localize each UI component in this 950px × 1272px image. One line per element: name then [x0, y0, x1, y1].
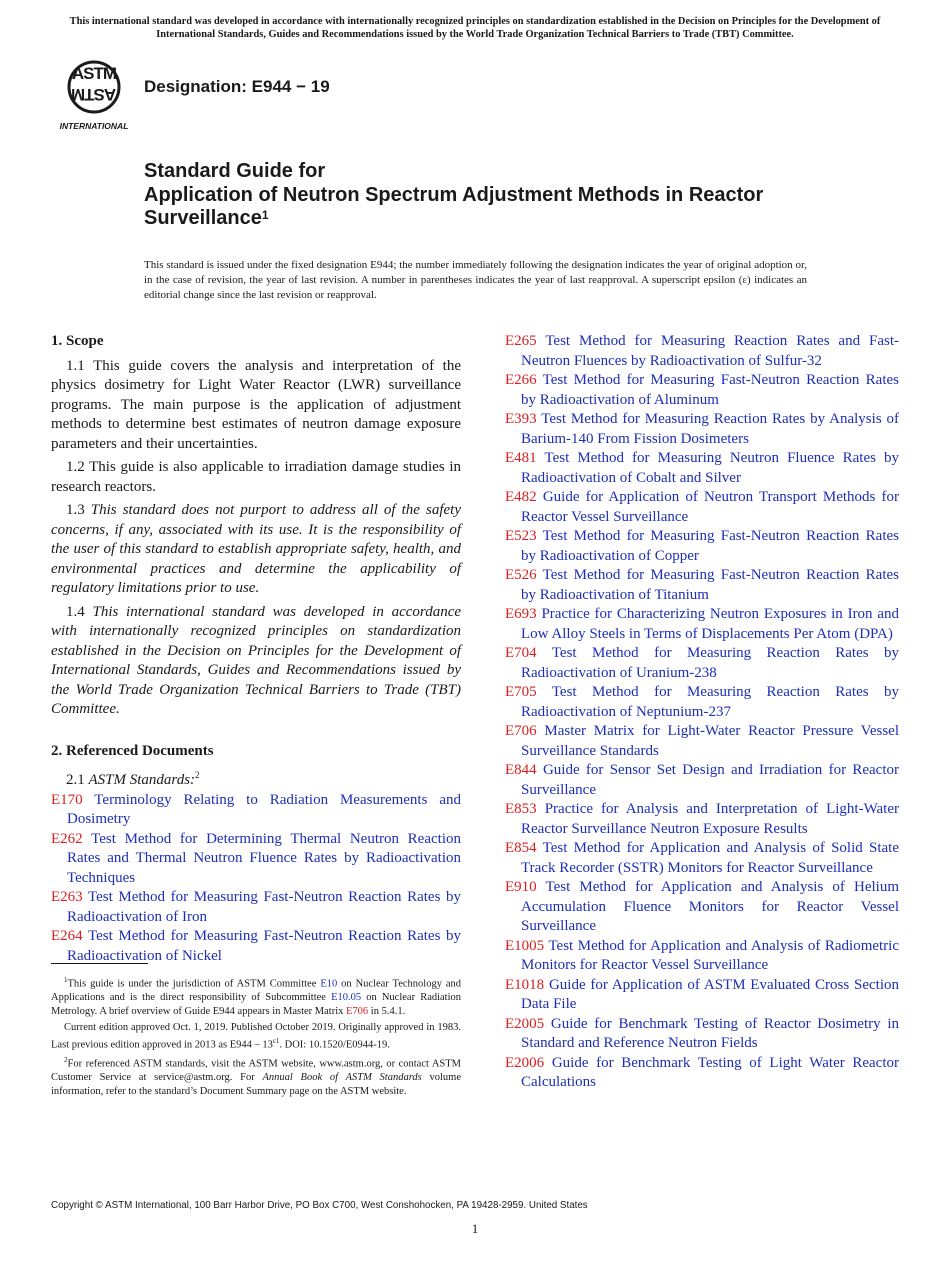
scope-para-2: [51, 458, 461, 497]
reference-item: [505, 1054, 899, 1093]
reference-code-link[interactable]: E704: [505, 645, 537, 661]
scope-para-1: [51, 357, 461, 455]
reference-item: [51, 888, 461, 927]
reference-code-link[interactable]: E266: [505, 372, 537, 388]
document-title: [144, 160, 844, 231]
title-footnote-mark: 1: [261, 208, 269, 222]
right-column: [505, 332, 899, 1093]
reference-title-link[interactable]: Test Method for Measuring Fast-Neutron Reaction Rates by Radioactivation of Titanium: [521, 567, 900, 603]
para-number: 1.3: [66, 502, 85, 518]
reference-item: [505, 1015, 899, 1054]
reference-code-link[interactable]: E854: [505, 840, 537, 856]
reference-code-link[interactable]: E264: [51, 928, 83, 944]
reference-title-link[interactable]: Guide for Application of ASTM Evaluated Cross Section Data File: [521, 976, 899, 1012]
logo-text-mirror: ASTM: [71, 85, 117, 104]
reference-code-link[interactable]: E262: [51, 830, 83, 847]
reference-code-link[interactable]: E2006: [505, 1054, 545, 1071]
reference-item: [505, 761, 899, 800]
sub-number: 2.1: [66, 772, 85, 788]
scope-heading: 1. Scope: [51, 333, 104, 349]
reference-title-link[interactable]: Master Matrix for Light-Water Reactor Pressure Vessel Surveillance Standards: [521, 723, 899, 759]
footnote-divider: [51, 963, 148, 964]
reference-item: [505, 527, 899, 566]
refs-subheading: [66, 766, 461, 791]
reference-title-link[interactable]: Test Method for Measuring Fast-Neutron Reaction Rates by Radioactivation of Copper: [521, 528, 900, 564]
reference-title-link[interactable]: Test Method for Measuring Reaction Rates by Radioactivation of Neptunium-237: [521, 684, 899, 720]
reference-item: [51, 791, 461, 830]
reference-item: [51, 927, 461, 966]
reference-code-link[interactable]: E693: [505, 606, 537, 622]
reference-item: [505, 722, 899, 761]
para-number: 1.2: [66, 459, 85, 475]
reference-item: [505, 976, 899, 1015]
reference-list-right: [505, 332, 899, 1093]
reference-title-link[interactable]: Test Method for Measuring Reaction Rates and Fast-Neutron Fluences by Radioactivation of Sulfur-32: [521, 333, 899, 369]
reference-code-link[interactable]: E526: [505, 567, 537, 583]
reference-title-link[interactable]: Guide for Benchmark Testing of Reactor Dosimetry in Standard and Reference Neutron Fields: [521, 1015, 899, 1051]
page-number: 1: [471, 1221, 479, 1236]
reference-title-link[interactable]: Guide for Benchmark Testing of Light Water Reactor Calculations: [521, 1054, 900, 1090]
reference-title-link[interactable]: Test Method for Measuring Fast-Neutron Reaction Rates by Radioactivation of Aluminum: [521, 372, 900, 408]
reference-item: [505, 839, 899, 878]
footnote-1-edition: Current edition approved Oct. 1, 2019. Published October 2019. Originally approved in 1983. Last previous edition approved in 2013 as $E944 - 13^{\varepsilon 1}$. DOI: 10.1520/E0944-19.: [51, 1021, 461, 1051]
astm-logo-icon: [52, 57, 136, 133]
scope-para-4: [51, 603, 461, 720]
reference-code-link[interactable]: E705: [505, 684, 537, 700]
reference-title-link[interactable]: Test Method for Application and Analysis of Radiometric Monitors for Reactor Vessel Surveillance: [521, 937, 900, 973]
reference-item: [505, 332, 899, 371]
para-body: This international standard was developed in accordance with internationally recognized principles on standardization established in the Decision on Principles for the Development of International Standards, Guides and Recommendations issued by the World Trade Organization Technical Barriers to Trade (TBT) Committee.: [51, 603, 462, 717]
reference-code-link[interactable]: E1005: [505, 937, 545, 954]
issued-note: This standard is issued under the fixed designation E944; the number immediately following the designation indicates the year of original adoption or, in the case of revision, the year of last revision. A number in parentheses indicates the year of last reapproval. A superscript epsilon (ε) indicates an editorial change since the last revision or reapproval.: [144, 259, 807, 301]
reference-code-link[interactable]: E1018: [505, 976, 545, 993]
link-e706[interactable]: E706: [346, 1006, 369, 1018]
footnote-2: $^2$For referenced ASTM standards, visit the ASTM website, www.astm.org, or contact ASTM Customer Service at service@astm.org. For Annual Book of ASTM Standards volume information, refer to the standard’s Document Summary page on the ASTM website.: [51, 1055, 462, 1098]
link-e10[interactable]: E10: [320, 978, 338, 990]
para-body: This guide is also applicable to irradiation damage studies in research reactors.: [51, 459, 461, 495]
reference-item: [505, 878, 899, 937]
footnotes: [51, 974, 461, 1101]
reference-code-link[interactable]: E170: [51, 791, 83, 808]
astm-logo: [52, 57, 136, 133]
reference-code-link[interactable]: E263: [51, 889, 83, 905]
para-body: This guide covers the analysis and interpretation of the physics dosimetry for Light Water Reactor (LWR) surveillance programs. The main purpose is the application of adjustment methods to determine best estimates of neutron damage exposure parameters and their uncertainties.: [51, 357, 461, 452]
title-main: Application of Neutron Spectrum Adjustment Methods in Reactor Surveillance: [144, 183, 764, 229]
reference-item: [505, 371, 899, 410]
logo-subtext: INTERNATIONAL: [59, 121, 129, 131]
left-column: [51, 332, 461, 966]
reference-item: [505, 566, 899, 605]
reference-title-link[interactable]: Test Method for Application and Analysis of Solid State Track Recorder (SSTR) Monitors for Reactor Surveillance: [521, 840, 900, 876]
sub-label: ASTM Standards:: [88, 772, 196, 788]
reference-code-link[interactable]: E2005: [505, 1015, 545, 1032]
refs-heading: 2. Referenced Documents: [51, 742, 214, 759]
reference-title-link[interactable]: Test Method for Measuring Fast-Neutron Reaction Rates by Radioactivation of Iron: [67, 889, 462, 925]
reference-title-link[interactable]: Guide for Sensor Set Design and Irradiation for Reactor Surveillance: [521, 762, 899, 798]
reference-code-link[interactable]: E523: [505, 528, 537, 544]
footnote-1: $^1$This guide is under the jurisdiction of ASTM Committee E10 on Nuclear Technology and Applications and is the direct responsibility of Subcommittee E10.05 on Nuclear Radiation Metrology. A brief overview of Guide E944 appears in Master Matrix E706 in 5.4.1.: [51, 976, 462, 1018]
reference-title-link[interactable]: Test Method for Measuring Reaction Rates by Analysis of Barium-140 From Fission Dosimeters: [521, 411, 900, 447]
reference-code-link[interactable]: E706: [505, 723, 537, 739]
reference-item: [505, 683, 899, 722]
reference-title-link[interactable]: Practice for Characterizing Neutron Exposures in Iron and Low Alloy Steels in Terms of Displacements Per Atom (DPA): [521, 606, 900, 642]
reference-title-link[interactable]: Test Method for Determining Thermal Neutron Reaction Rates and Thermal Neutron Fluence Rates by Radioactivation Techniques: [67, 830, 461, 886]
reference-title-link[interactable]: Guide for Application of Neutron Transport Methods for Reactor Vessel Surveillance: [521, 489, 900, 525]
reference-title-link[interactable]: Test Method for Measuring Reaction Rates by Radioactivation of Uranium-238: [521, 645, 899, 681]
reference-title-link[interactable]: Test Method for Application and Analysis of Helium Accumulation Fluence Monitors for Reactor Vessel Surveillance: [521, 879, 899, 934]
reference-title-link[interactable]: Test Method for Measuring Neutron Fluence Rates by Radioactivation of Cobalt and Silver: [521, 450, 900, 486]
reference-item: [505, 410, 899, 449]
reference-item: [505, 488, 899, 527]
title-line2: [144, 184, 844, 231]
logo-text: ASTM: [71, 64, 117, 83]
reference-code-link[interactable]: E265: [505, 333, 537, 349]
reference-code-link[interactable]: E910: [505, 879, 537, 895]
scope-para-3: [51, 501, 461, 599]
reference-title-link[interactable]: Practice for Analysis and Interpretation of Light-Water Reactor Surveillance Neutron Exposure Results: [521, 801, 899, 837]
reference-title-link[interactable]: Terminology Relating to Radiation Measurements and Dosimetry: [67, 791, 461, 827]
reference-item: [505, 605, 899, 644]
link-e10-05[interactable]: E10.05: [331, 992, 362, 1004]
reference-item: [505, 937, 899, 976]
reference-item: [505, 644, 899, 683]
title-line1: Standard Guide for: [144, 160, 326, 182]
sub-footnote-mark: 2: [195, 770, 200, 780]
reference-code-link[interactable]: E844: [505, 762, 537, 778]
reference-title-link[interactable]: Test Method for Measuring Fast-Neutron Reaction Rates by Radioactivation of Nickel: [67, 928, 462, 964]
para-body: This standard does not purport to address all of the safety concerns, if any, associated with its use. It is the responsibility of the user of this standard to establish appropriate safety, health, and environmental practices and determine the applicability of regulatory limitations prior to use.: [51, 502, 461, 596]
para-number: 1.4: [66, 603, 85, 620]
reference-item: [505, 800, 899, 839]
reference-list-left: [51, 791, 461, 967]
reference-code-link[interactable]: E393: [505, 411, 537, 427]
copyright: Copyright © ASTM International, 100 Barr Harbor Drive, PO Box C700, West Conshohocken, PA 19428-2959. United States: [51, 1200, 588, 1211]
reference-item: [51, 830, 461, 889]
reference-code-link[interactable]: E482: [505, 489, 537, 505]
designation: Designation: E944 − 19: [144, 77, 330, 96]
para-number: 1.1: [66, 357, 85, 374]
reference-code-link[interactable]: E853: [505, 801, 537, 817]
reference-code-link[interactable]: E481: [505, 450, 537, 466]
reference-item: [505, 449, 899, 488]
tbt-notice: This international standard was developed in accordance with internationally recognized principles on standardization established in the Decision on Principles for the Development of International Standards, Guides and Recommendations issued by the World Trade Organization Technical Barriers to Trade (TBT) Committee.: [69, 16, 881, 40]
